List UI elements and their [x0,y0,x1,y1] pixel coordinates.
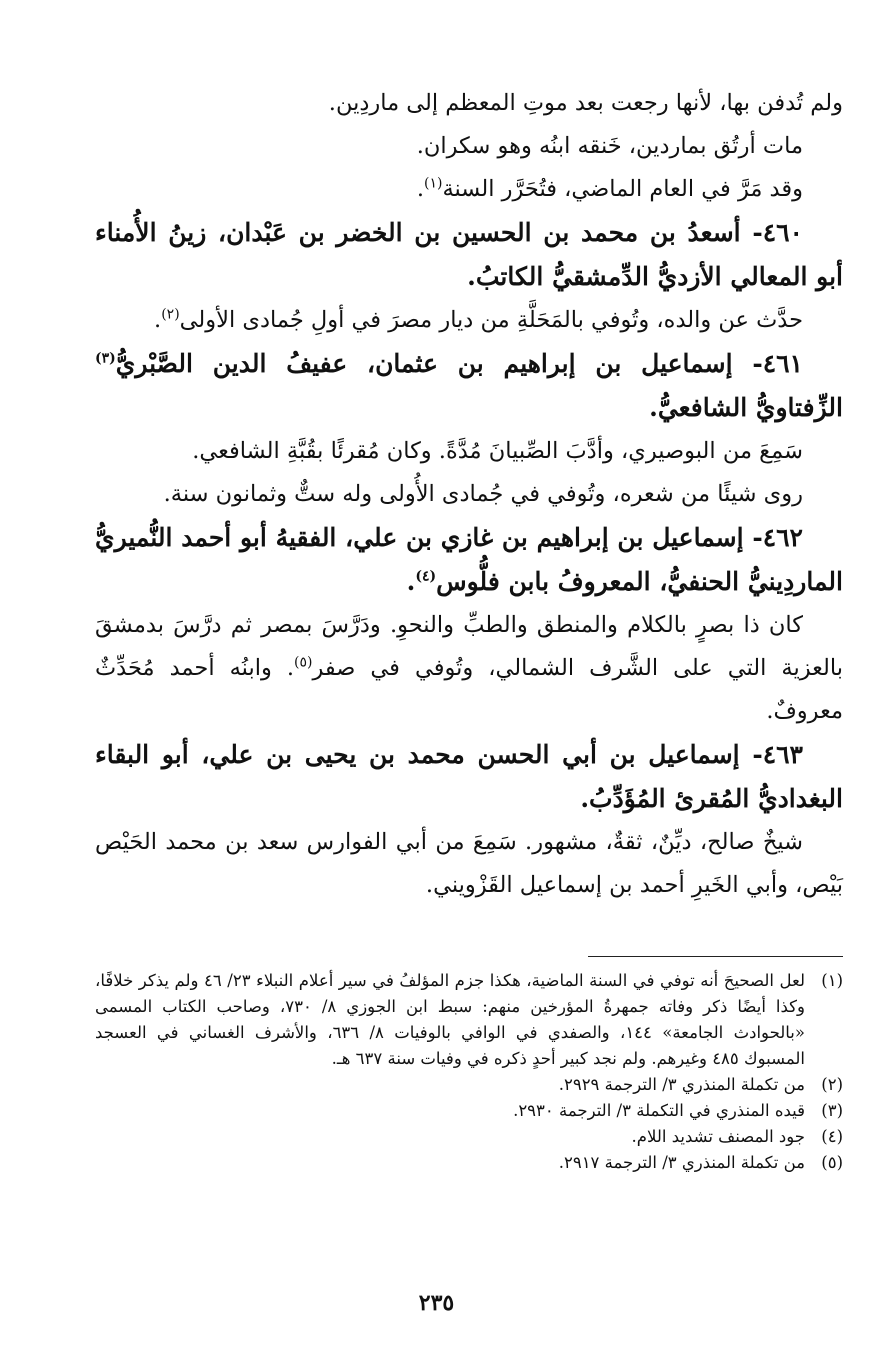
paragraph [95,168,843,211]
paragraph: مات أرتُق بماردين، خَنقه ابنُه وهو سكران. [416,133,803,159]
footnote-number: (٢) [821,1075,843,1094]
footnote-marker[interactable]: (٢) [161,306,180,323]
footnote-number: (٣) [821,1101,843,1120]
paragraph-text: حدَّث عن والده، وتُوفي بالمَحَلَّةِ من ديار مصرَ في أولِ جُمادى الأولى [179,307,803,333]
footnote [95,1124,843,1150]
main-text [95,82,843,907]
entry-heading-text: الزِّفتاويُّ الشافعيُّ. [649,393,843,422]
entry-heading-460: ٤٦٠- أسعدُ بن محمد بن الحسين بن الخضر بن عَبْدان، زينُ الأُمناء أبو المعالي الأزديُّ الدِّمشقيُّ الكاتبُ. [95,218,843,291]
footnote-text: قيده المنذري في التكملة ٣/ الترجمة ٢٩٣٠. [513,1101,805,1120]
footnote [95,968,843,1072]
paragraph-text: وقد مَرَّ في العام الماضي، فتُحَرَّر السنة [442,176,803,202]
footnote [95,1072,843,1098]
paragraph-text: . وابنُه أحمد مُحَدِّثٌ معروفٌ. [95,655,843,724]
paragraph: سَمِعَ من البوصيري، وأدَّبَ الصِّبيانَ مُدَّةً. وكان مُقرئًا بقُبَّةِ الشافعي. [192,438,803,464]
footnote-text: من تكملة المنذري ٣/ الترجمة ٢٩١٧. [558,1153,805,1172]
footnote-number: (٥) [821,1153,843,1172]
entry-heading-462 [95,516,843,604]
entry-heading-463: ٤٦٣- إسماعيل بن أبي الحسن محمد بن يحيى بن علي، أبو البقاء البغداديُّ المُقرئ المُؤَدِّبُ. [95,740,843,813]
footnote [95,1150,843,1176]
footnote-text: جود المصنف تشديد اللام. [631,1127,805,1146]
paragraph: روى شيئًا من شعره، وتُوفي في جُمادى الأُولى وله ستٌّ وثمانون سنة. [163,481,803,507]
footnote-marker[interactable]: (٥) [294,654,313,671]
paragraph [95,604,843,733]
footnote-number: (٤) [821,1127,843,1146]
paragraph: ولم تُدفن بها، لأنها رجعت بعد موتِ المعظم إلى ماردِين. [328,90,843,116]
footnote-marker[interactable]: (٣) [95,350,116,367]
footnote-marker[interactable]: (٤) [415,568,437,585]
entry-heading-text: ٤٦١- إسماعيل بن إبراهيم بن عثمان، عفيفُ الدين الصَّبْريُّ [115,349,803,378]
entry-heading-text: ٤٦٢- إسماعيل بن إبراهيم بن غازي بن علي، الفقيهُ أبو أحمد النُّميريُّ الماردِينيُّ الحنفيُّ، المعروفُ بابن فلُّوس [95,523,843,596]
entry-heading-461 [95,342,843,430]
punctuation: . [154,307,162,333]
footnote-text: من تكملة المنذري ٣/ الترجمة ٢٩٢٩. [558,1075,805,1094]
footnotes [95,968,843,1176]
punctuation: . [406,567,416,596]
footnote-number: (١) [821,971,843,990]
footnote-divider [588,956,843,957]
punctuation: . [416,176,424,202]
page-number: ٢٣٥ [418,1290,455,1316]
paragraph: شيخٌ صالح، ديِّنٌ، ثقةٌ، مشهور. سَمِعَ من أبي الفوارس سعد بن محمد الحَيْص بَيْص، وأبي الخَيرِ أحمد بن إسماعيل القَزْويني. [95,829,843,898]
footnote-marker[interactable]: (١) [423,175,443,192]
footnote [95,1098,843,1124]
paragraph-text: كان ذا بصرٍ بالكلام والمنطق والطبِّ والنحوِ. ودَرَّسَ بمصر ثم درَّسَ بدمشقَ بالعزية التي على الشَّرف الشمالي، وتُوفي في صفر [95,612,843,681]
footnote-text: لعل الصحيحَ أنه توفي في السنة الماضية، هكذا جزم المؤلفُ في سير أعلام النبلاء ٢٣/ ٤٦ ولم يذكر خلافًا، وكذا أيضًا ذكر وفاته جمهرةُ المؤرخين منهم: سبط ابن الجوزي ٨/ ٧٣٠، وصاحب الكتاب المسمى «بالحوادث الجامعة» ١٤٤، والصفدي في الوافي بالوفيات ٨/ ٦٣٦، والأشرف الغساني في العسجد المسبوك ٤٨٥ وغيرهم. ولم نجد كبير أحدٍ ذكره في وفيات سنة ٦٣٧ هـ. [95,971,805,1068]
paragraph [95,299,843,342]
